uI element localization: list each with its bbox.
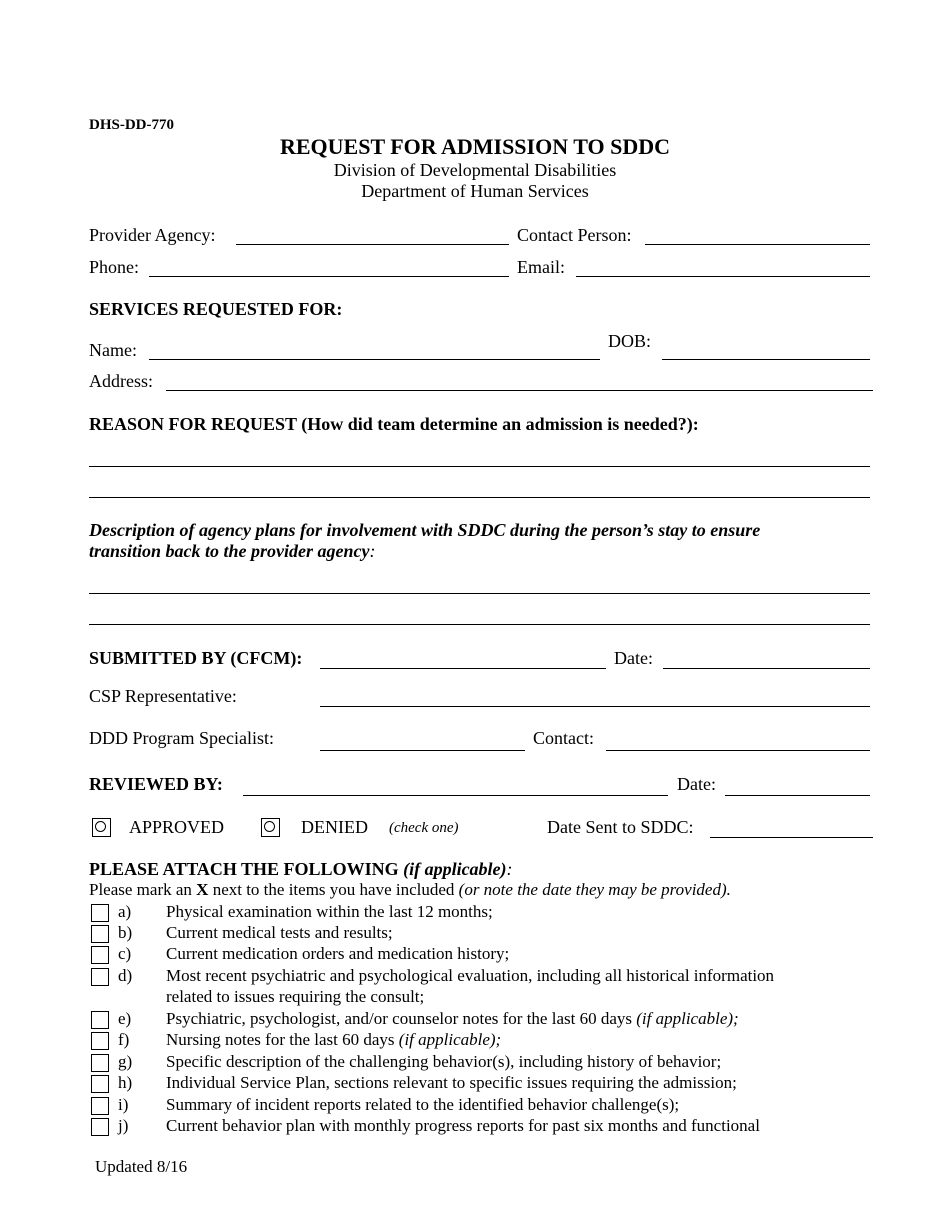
attachment-checkbox[interactable] bbox=[91, 1097, 109, 1115]
reviewed-date-field[interactable] bbox=[725, 795, 870, 796]
attachment-item-text: Current behavior plan with monthly progress reports for past six months and functional bbox=[166, 1116, 760, 1135]
reason-line-2[interactable] bbox=[89, 497, 870, 498]
csp-field[interactable] bbox=[320, 706, 870, 707]
attachment-item bbox=[166, 1030, 501, 1050]
attachment-letter: e) bbox=[118, 1009, 132, 1028]
attach-heading bbox=[89, 859, 513, 880]
footer-updated: Updated 8/16 bbox=[95, 1157, 188, 1176]
submitted-date-field[interactable] bbox=[663, 668, 870, 669]
attachment-letter: g) bbox=[118, 1052, 133, 1071]
attachment-item bbox=[166, 1073, 737, 1093]
attachment-checkbox[interactable] bbox=[91, 1054, 109, 1072]
attachment-letter: a) bbox=[118, 902, 132, 921]
attachment-letter: d) bbox=[118, 966, 133, 985]
instr-mid: next to the items you have included bbox=[212, 880, 455, 899]
attachment-letter: b) bbox=[118, 923, 133, 942]
attachment-item-text: Current medical tests and results; bbox=[166, 923, 393, 942]
attachment-checkbox[interactable] bbox=[91, 925, 109, 943]
attachment-item-text: Summary of incident reports related to the identified behavior challenge(s); bbox=[166, 1095, 680, 1114]
attachment-letter: f) bbox=[118, 1030, 130, 1049]
contact-field[interactable] bbox=[606, 750, 870, 751]
attachment-checkbox[interactable] bbox=[91, 946, 109, 964]
attachment-item bbox=[166, 966, 774, 986]
email-label: Email: bbox=[517, 257, 565, 277]
submitted-by-label: SUBMITTED BY (CFCM): bbox=[89, 648, 303, 668]
attachment-letter: j) bbox=[118, 1116, 129, 1135]
attachment-item-text: Nursing notes for the last 60 days bbox=[166, 1030, 395, 1049]
reviewed-by-label: REVIEWED BY: bbox=[89, 774, 223, 794]
attachment-item bbox=[166, 923, 393, 943]
attachment-checkbox[interactable] bbox=[91, 1011, 109, 1029]
date-sent-field[interactable] bbox=[710, 837, 873, 838]
attachment-letter: i) bbox=[118, 1095, 129, 1114]
submitted-date-label: Date: bbox=[614, 648, 653, 668]
description-line-field-2[interactable] bbox=[89, 624, 870, 625]
contact-person-field[interactable] bbox=[645, 244, 870, 245]
dob-label: DOB: bbox=[608, 331, 652, 351]
check-one-note: (check one) bbox=[389, 820, 459, 836]
contact-person-label: Contact Person: bbox=[517, 225, 632, 245]
description-colon: : bbox=[369, 541, 376, 561]
instr-italic: (or note the date they may be provided). bbox=[458, 880, 731, 899]
csp-label: CSP Representative: bbox=[89, 686, 237, 706]
description-line-field-1[interactable] bbox=[89, 593, 870, 594]
attach-heading-italic: (if applicable) bbox=[403, 859, 507, 879]
denied-label: DENIED bbox=[301, 817, 368, 837]
attachment-checkbox[interactable] bbox=[91, 968, 109, 986]
attachment-letter: h) bbox=[118, 1073, 133, 1092]
attachment-item-text: Specific description of the challenging behavior(s), including history of behavior; bbox=[166, 1052, 722, 1071]
address-field[interactable] bbox=[166, 390, 873, 391]
instr-x: X bbox=[196, 880, 209, 899]
address-label: Address: bbox=[89, 371, 153, 391]
description-line-1: Description of agency plans for involvement with SDDC during the person’s stay to ensure bbox=[89, 520, 761, 540]
form-code: DHS-DD-770 bbox=[89, 117, 174, 133]
phone-field[interactable] bbox=[149, 276, 509, 277]
provider-agency-field[interactable] bbox=[236, 244, 509, 245]
approved-label: APPROVED bbox=[129, 817, 225, 837]
attachment-checkbox[interactable] bbox=[91, 1118, 109, 1136]
reason-line-1[interactable] bbox=[89, 466, 870, 467]
attachment-item-note: (if applicable); bbox=[398, 1030, 502, 1049]
reason-heading: REASON FOR REQUEST (How did team determine an admission is needed?): bbox=[89, 414, 699, 434]
name-label: Name: bbox=[89, 340, 137, 360]
attach-instructions bbox=[89, 880, 731, 900]
page-title: REQUEST FOR ADMISSION TO SDDC bbox=[280, 134, 670, 159]
attachment-item-continuation: related to issues requiring the consult; bbox=[166, 987, 425, 1006]
submitted-by-field[interactable] bbox=[320, 668, 606, 669]
subtitle-department: Department of Human Services bbox=[361, 181, 589, 201]
subtitle-division: Division of Developmental Disabilities bbox=[333, 160, 617, 180]
attachment-item-text: Current medication orders and medication history; bbox=[166, 944, 510, 963]
phone-label: Phone: bbox=[89, 257, 140, 277]
attachment-item bbox=[166, 944, 509, 964]
attachment-checkbox[interactable] bbox=[91, 1075, 109, 1093]
attachment-item-text: Physical examination within the last 12 months; bbox=[166, 902, 493, 921]
provider-agency-label: Provider Agency: bbox=[89, 225, 216, 245]
attachment-letter: c) bbox=[118, 944, 132, 963]
attachment-item bbox=[166, 1116, 760, 1136]
attachment-item-note: (if applicable); bbox=[636, 1009, 739, 1028]
attachment-item-text: Most recent psychiatric and psychological evaluation, including all historical information bbox=[166, 966, 775, 985]
description-line-2-wrap bbox=[89, 541, 376, 562]
email-field[interactable] bbox=[576, 276, 870, 277]
attachment-item-text: Psychiatric, psychologist, and/or counselor notes for the last 60 days bbox=[166, 1009, 632, 1028]
date-sent-label: Date Sent to SDDC: bbox=[547, 817, 694, 837]
attachment-item bbox=[166, 1095, 679, 1115]
contact-label: Contact: bbox=[533, 728, 594, 748]
attachment-item bbox=[166, 902, 493, 922]
attachment-item bbox=[166, 1052, 721, 1072]
reviewed-date-label: Date: bbox=[677, 774, 716, 794]
ddd-field[interactable] bbox=[320, 750, 525, 751]
attach-heading-colon: : bbox=[506, 859, 513, 879]
ddd-label: DDD Program Specialist: bbox=[89, 728, 274, 748]
instr-pre: Please mark an bbox=[89, 880, 192, 899]
attachment-checkbox[interactable] bbox=[91, 904, 109, 922]
attachment-item-text: Individual Service Plan, sections relevant to specific issues requiring the admission; bbox=[166, 1073, 737, 1092]
attach-heading-text: PLEASE ATTACH THE FOLLOWING bbox=[89, 859, 399, 879]
approved-checkbox[interactable] bbox=[92, 818, 111, 837]
attachment-item bbox=[166, 1009, 739, 1029]
dob-field[interactable] bbox=[662, 359, 870, 360]
reviewed-by-field[interactable] bbox=[243, 795, 668, 796]
attachment-checkbox[interactable] bbox=[91, 1032, 109, 1050]
denied-checkbox[interactable] bbox=[261, 818, 280, 837]
name-field[interactable] bbox=[149, 359, 600, 360]
services-heading: SERVICES REQUESTED FOR: bbox=[89, 299, 343, 319]
description-line-2: transition back to the provider agency bbox=[89, 541, 370, 561]
